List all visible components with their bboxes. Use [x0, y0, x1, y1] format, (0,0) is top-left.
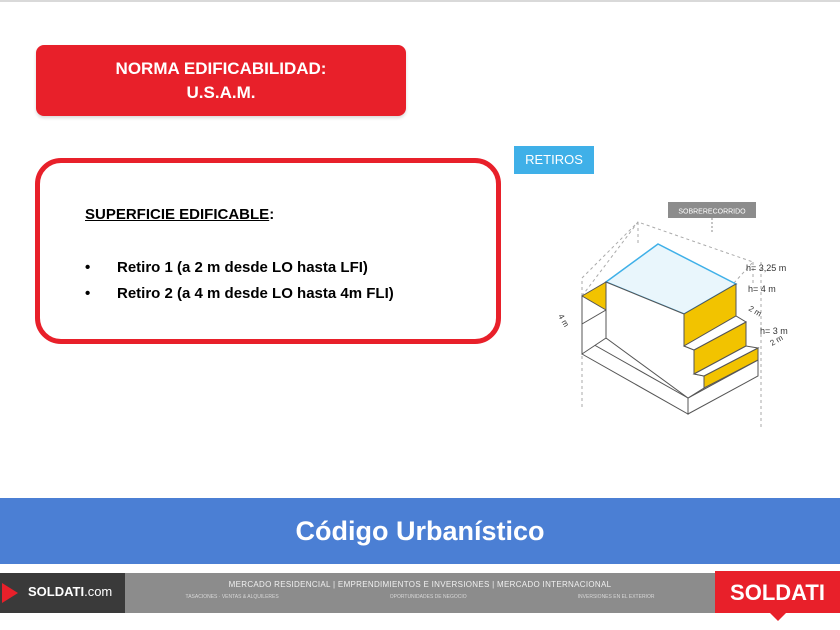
footer-subtag-3: INVERSIONES EN EL EXTERIOR	[577, 594, 655, 600]
content-heading	[85, 206, 274, 223]
sobrerecorrido-tag-text: SOBRERECORRIDO	[678, 208, 746, 216]
label-d1: 2 m	[747, 303, 764, 319]
title-line-1: NORMA EDIFICABILIDAD:	[115, 58, 327, 78]
content-heading-colon: :	[269, 206, 275, 223]
title-banner	[36, 45, 406, 116]
footer-subtags	[130, 594, 710, 600]
label-d2: 2 m	[768, 333, 785, 348]
footer-subtag-1: TASACIONES · VENTAS & ALQUILERES	[185, 594, 279, 600]
soldati-logo[interactable]: SOLDATI	[715, 571, 840, 613]
logo-tail	[770, 613, 786, 621]
footer-tagline: MERCADO RESIDENCIAL | EMPRENDIMIENTOS E INVERSIONES | MERCADO INTERNACIONAL	[228, 580, 612, 589]
label-h1: h= 3,25 m	[746, 263, 787, 273]
list-item	[85, 281, 394, 307]
setback-diagram	[548, 198, 840, 438]
content-box	[35, 158, 501, 344]
label-h2: h= 4 m	[748, 284, 776, 294]
label-left: 4 m	[556, 312, 571, 329]
footer-logo-thin: .com	[84, 584, 113, 599]
footer-subtag-2: OPORTUNIDADES DE NEGOCIO	[389, 594, 467, 600]
title-line-2: U.S.A.M.	[186, 82, 256, 102]
arrow-icon	[2, 583, 18, 603]
label-h3: h= 3 m	[760, 326, 788, 336]
bullet-icon: •	[85, 259, 91, 276]
bullet-text-2: Retiro 2 (a 4 m desde LO hasta 4m FLI)	[117, 285, 394, 302]
list-item	[85, 255, 394, 281]
footer-logo-left[interactable]	[28, 584, 112, 599]
footer-logo-bold: SOLDATI	[28, 584, 85, 599]
top-divider	[0, 0, 840, 2]
bullet-list	[85, 255, 394, 307]
retiros-tag: RETIROS	[514, 146, 594, 174]
section-band: Código Urbanístico	[0, 498, 840, 564]
bullet-text-1: Retiro 1 (a 2 m desde LO hasta LFI)	[117, 259, 368, 276]
content-heading-text: SUPERFICIE EDIFICABLE	[85, 206, 270, 223]
bullet-icon: •	[85, 285, 91, 302]
